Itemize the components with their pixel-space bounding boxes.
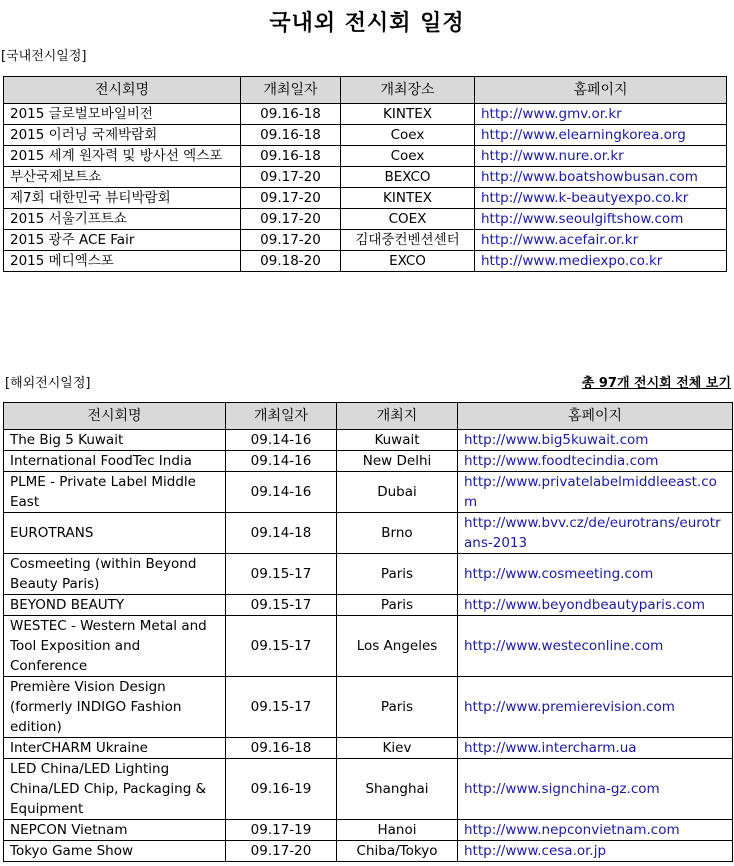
exhibition-homepage-link[interactable]: http://www.foodtecindia.com xyxy=(458,451,733,472)
exhibition-date-cell: 09.17-20 xyxy=(241,209,341,230)
exhibition-homepage-link[interactable]: http://www.gmv.or.kr xyxy=(475,104,727,125)
exhibition-venue-cell: Brno xyxy=(337,513,458,554)
overseas-section-label: [해외전시일정] xyxy=(5,376,91,391)
table-row xyxy=(4,738,733,759)
table-row xyxy=(4,146,727,167)
col-header-name: 전시회명 xyxy=(4,403,226,430)
col-header-date: 개최일자 xyxy=(241,77,341,104)
exhibition-name-cell: NEPCON Vietnam xyxy=(4,820,226,841)
exhibition-date-cell: 09.17-20 xyxy=(241,167,341,188)
exhibition-date-cell: 09.15-17 xyxy=(226,554,337,595)
exhibition-venue-cell: Dubai xyxy=(337,472,458,513)
exhibition-name-cell: 2015 이러닝 국제박람회 xyxy=(4,125,241,146)
exhibition-homepage-link[interactable]: http://www.mediexpo.co.kr xyxy=(475,251,727,272)
exhibition-name-cell: 부산국제보트쇼 xyxy=(4,167,241,188)
exhibition-name-cell: EUROTRANS xyxy=(4,513,226,554)
exhibition-homepage-link[interactable]: http://www.seoulgiftshow.com xyxy=(475,209,727,230)
exhibition-venue-cell: Coex xyxy=(341,125,475,146)
table-row xyxy=(4,104,727,125)
table-header-row xyxy=(4,77,727,104)
exhibition-homepage-link[interactable]: http://www.acefair.or.kr xyxy=(475,230,727,251)
exhibition-venue-cell: Chiba/Tokyo xyxy=(337,841,458,862)
col-header-homepage: 홈페이지 xyxy=(458,403,733,430)
exhibition-name-cell: 2015 광주 ACE Fair xyxy=(4,230,241,251)
exhibition-venue-cell: Paris xyxy=(337,595,458,616)
exhibition-venue-cell: New Delhi xyxy=(337,451,458,472)
exhibition-date-cell: 09.16-18 xyxy=(226,738,337,759)
exhibition-name-cell: PLME - Private Label Middle East xyxy=(4,472,226,513)
table-row xyxy=(4,616,733,677)
exhibition-homepage-link[interactable]: http://www.nure.or.kr xyxy=(475,146,727,167)
exhibition-homepage-link[interactable]: http://www.premierevision.com xyxy=(458,677,733,738)
see-all-exhibitions-link[interactable]: 총 97개 전시회 전체 보기 xyxy=(581,376,731,391)
table-row xyxy=(4,188,727,209)
exhibition-venue-cell: Los Angeles xyxy=(337,616,458,677)
table-row xyxy=(4,251,727,272)
exhibition-date-cell: 09.16-18 xyxy=(241,146,341,167)
exhibition-venue-cell: BEXCO xyxy=(341,167,475,188)
exhibition-venue-cell: KINTEX xyxy=(341,104,475,125)
exhibition-homepage-link[interactable]: http://www.boatshowbusan.com xyxy=(475,167,727,188)
table-row xyxy=(4,759,733,820)
exhibition-venue-cell: Shanghai xyxy=(337,759,458,820)
exhibition-homepage-link[interactable]: http://www.bvv.cz/de/eurotrans/eurotrans-2013 xyxy=(458,513,733,554)
exhibition-date-cell: 09.14-18 xyxy=(226,513,337,554)
domestic-section-label: [국내전시일정] xyxy=(1,49,87,64)
table-row xyxy=(4,820,733,841)
exhibition-date-cell: 09.14-16 xyxy=(226,472,337,513)
exhibition-homepage-link[interactable]: http://www.cosmeeting.com xyxy=(458,554,733,595)
exhibition-venue-cell: Kuwait xyxy=(337,430,458,451)
exhibition-venue-cell: Coex xyxy=(341,146,475,167)
exhibition-name-cell: Cosmeeting (within Beyond Beauty Paris) xyxy=(4,554,226,595)
table-row xyxy=(4,230,727,251)
page-title: 국내외 전시회 일정 xyxy=(269,11,465,36)
col-header-homepage: 홈페이지 xyxy=(475,77,727,104)
exhibition-date-cell: 09.17-20 xyxy=(241,188,341,209)
exhibition-name-cell: LED China/LED Lighting China/LED Chip, Packaging & Equipment xyxy=(4,759,226,820)
exhibition-name-cell: 2015 글로벌모바일비전 xyxy=(4,104,241,125)
exhibition-date-cell: 09.15-17 xyxy=(226,677,337,738)
exhibition-homepage-link[interactable]: http://www.privatelabelmiddleeast.com xyxy=(458,472,733,513)
exhibition-venue-cell: Kiev xyxy=(337,738,458,759)
exhibition-date-cell: 09.16-18 xyxy=(241,125,341,146)
exhibition-venue-cell: Paris xyxy=(337,677,458,738)
table-row xyxy=(4,430,733,451)
exhibition-name-cell: InterCHARM Ukraine xyxy=(4,738,226,759)
domestic-exhibition-table xyxy=(3,76,727,272)
exhibition-venue-cell: EXCO xyxy=(341,251,475,272)
table-row xyxy=(4,513,733,554)
exhibition-venue-cell: 김대중컨벤션센터 xyxy=(341,230,475,251)
table-row xyxy=(4,451,733,472)
exhibition-name-cell: 2015 메디엑스포 xyxy=(4,251,241,272)
exhibition-name-cell: Première Vision Design (formerly INDIGO Fashion edition) xyxy=(4,677,226,738)
exhibition-date-cell: 09.16-19 xyxy=(226,759,337,820)
table-row xyxy=(4,472,733,513)
exhibition-date-cell: 09.17-19 xyxy=(226,820,337,841)
overseas-exhibition-table xyxy=(3,402,733,862)
exhibition-name-cell: International FoodTec India xyxy=(4,451,226,472)
exhibition-name-cell: 2015 서울기프트쇼 xyxy=(4,209,241,230)
exhibition-date-cell: 09.15-17 xyxy=(226,616,337,677)
exhibition-date-cell: 09.14-16 xyxy=(226,430,337,451)
table-row xyxy=(4,209,727,230)
col-header-date: 개최일자 xyxy=(226,403,337,430)
exhibition-name-cell: WESTEC - Western Metal and Tool Exposition and Conference xyxy=(4,616,226,677)
exhibition-date-cell: 09.17-20 xyxy=(241,230,341,251)
exhibition-homepage-link[interactable]: http://www.big5kuwait.com xyxy=(458,430,733,451)
exhibition-date-cell: 09.15-17 xyxy=(226,595,337,616)
exhibition-name-cell: 2015 세계 원자력 및 방사선 엑스포 xyxy=(4,146,241,167)
exhibition-venue-cell: COEX xyxy=(341,209,475,230)
exhibition-date-cell: 09.16-18 xyxy=(241,104,341,125)
exhibition-name-cell: Tokyo Game Show xyxy=(4,841,226,862)
table-row xyxy=(4,125,727,146)
exhibition-venue-cell: KINTEX xyxy=(341,188,475,209)
exhibition-homepage-link[interactable]: http://www.cesa.or.jp xyxy=(458,841,733,862)
table-header-row xyxy=(4,403,733,430)
exhibition-homepage-link[interactable]: http://www.beyondbeautyparis.com xyxy=(458,595,733,616)
table-row xyxy=(4,167,727,188)
exhibition-homepage-link[interactable]: http://www.signchina-gz.com xyxy=(458,759,733,820)
col-header-name: 전시회명 xyxy=(4,77,241,104)
exhibition-name-cell: 제7회 대한민국 뷰티박람회 xyxy=(4,188,241,209)
exhibition-date-cell: 09.18-20 xyxy=(241,251,341,272)
exhibition-name-cell: BEYOND BEAUTY xyxy=(4,595,226,616)
col-header-venue: 개최지 xyxy=(337,403,458,430)
table-row xyxy=(4,595,733,616)
exhibition-homepage-link[interactable]: http://www.nepconvietnam.com xyxy=(458,820,733,841)
exhibition-venue-cell: Paris xyxy=(337,554,458,595)
exhibition-date-cell: 09.14-16 xyxy=(226,451,337,472)
table-row xyxy=(4,841,733,862)
exhibition-homepage-link[interactable]: http://www.k-beautyexpo.co.kr xyxy=(475,188,727,209)
exhibition-homepage-link[interactable]: http://www.westeconline.com xyxy=(458,616,733,677)
table-row xyxy=(4,554,733,595)
exhibition-homepage-link[interactable]: http://www.intercharm.ua xyxy=(458,738,733,759)
exhibition-homepage-link[interactable]: http://www.elearningkorea.org xyxy=(475,125,727,146)
exhibition-venue-cell: Hanoi xyxy=(337,820,458,841)
exhibition-name-cell: The Big 5 Kuwait xyxy=(4,430,226,451)
table-row xyxy=(4,677,733,738)
col-header-venue: 개최장소 xyxy=(341,77,475,104)
exhibition-date-cell: 09.17-20 xyxy=(226,841,337,862)
